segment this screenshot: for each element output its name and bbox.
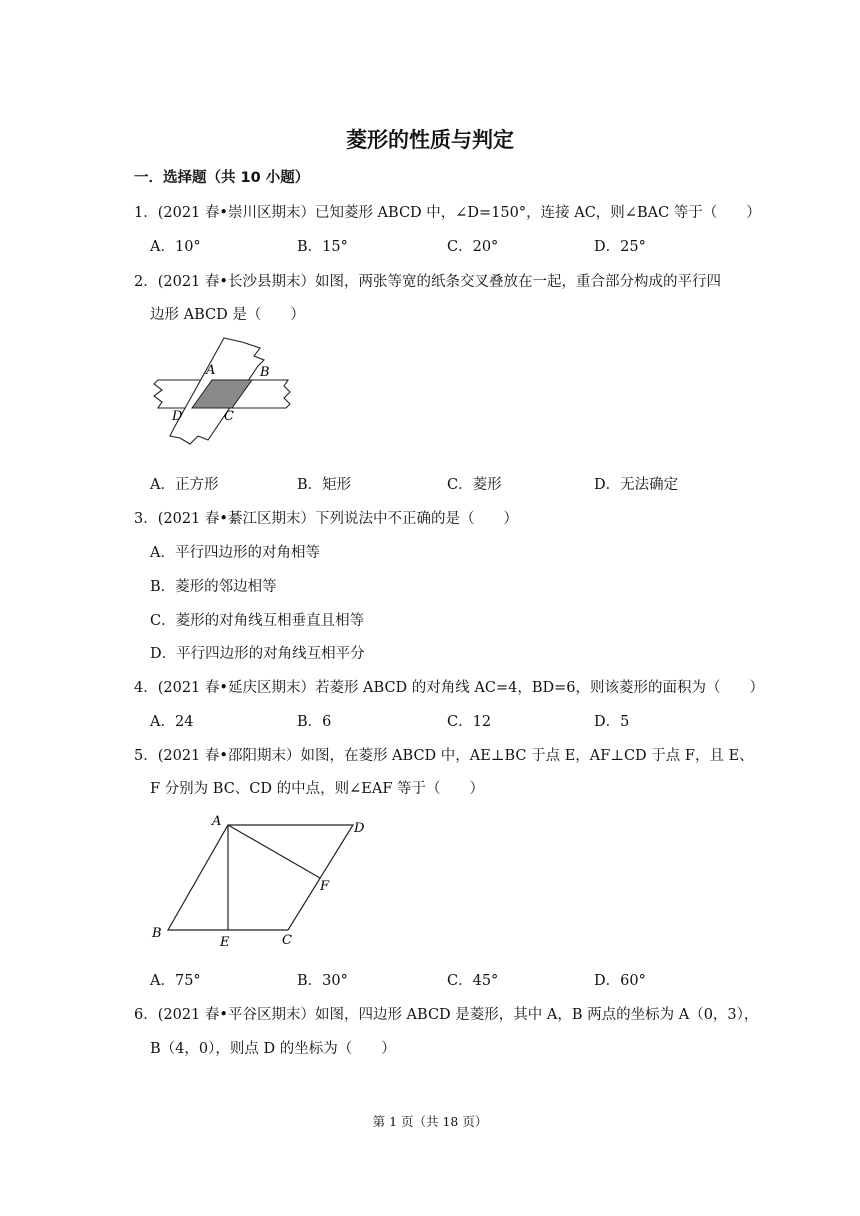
q3-option-c: C．菱形的对角线互相垂直且相等 — [150, 613, 365, 629]
fig5-label-e: E — [220, 935, 230, 950]
paper-strips-figure — [150, 336, 300, 454]
question-5-text-line1: 5．(2021 春•邵阳期末）如图，在菱形 ABCD 中，AE⊥BC 于点 E，AF⊥CD 于点 F，且 E、 — [134, 748, 754, 764]
q4-option-c: C．12 — [447, 714, 492, 730]
q2-option-b: B．矩形 — [297, 477, 352, 493]
question-1-text: 1．(2021 春•崇川区期末）已知菱形 ABCD 中，∠D=150°，连接 AC，则∠BAC 等于（ ） — [134, 205, 761, 221]
question-2-text-line2: 边形 ABCD 是（ ） — [150, 307, 305, 323]
question-4-text: 4．(2021 春•延庆区期末）若菱形 ABCD 的对角线 AC=4，BD=6，则该菱形的面积为（ ） — [134, 680, 764, 696]
page-title: 菱形的性质与判定 — [346, 128, 514, 152]
q1-option-d: D．25° — [594, 239, 646, 255]
q1-option-c: C．20° — [447, 239, 499, 255]
q1-option-b: B．15° — [297, 239, 348, 255]
fig2-label-d: D — [172, 409, 183, 424]
q4-option-b: B．6 — [297, 714, 332, 730]
q2-option-a: A．正方形 — [150, 477, 219, 493]
q2-option-c: C．菱形 — [447, 477, 502, 493]
fig5-label-c: C — [282, 933, 292, 948]
q4-option-a: A．24 — [150, 714, 194, 730]
q4-option-d: D．5 — [594, 714, 630, 730]
rhombus-figure — [148, 810, 378, 955]
page-footer: 第 1 页（共 18 页） — [372, 1114, 488, 1129]
fig5-label-b: B — [152, 926, 162, 941]
question-2-text-line1: 2．(2021 春•长沙县期末）如图，两张等宽的纸条交叉叠放在一起，重合部分构成的平行四 — [134, 274, 721, 290]
fig5-label-d: D — [354, 821, 365, 836]
question-6-text-line2: B（4，0），则点 D 的坐标为（ ） — [150, 1041, 396, 1057]
fig5-label-a: A — [212, 814, 222, 829]
fig2-label-c: C — [224, 409, 234, 424]
q2-option-d: D．无法确定 — [594, 477, 679, 493]
fig2-label-b: B — [260, 365, 270, 380]
q5-option-c: C．45° — [447, 973, 499, 989]
q5-option-b: B．30° — [297, 973, 348, 989]
section-heading: 一．选择题（共 10 小题） — [134, 170, 310, 186]
question-5-text-line2: F 分别为 BC、CD 的中点，则∠EAF 等于（ ） — [150, 781, 485, 797]
fig5-label-f: F — [320, 879, 330, 894]
q1-option-a: A．10° — [150, 239, 201, 255]
fig2-label-a: A — [206, 363, 216, 378]
q3-option-d: D．平行四边形的对角线互相平分 — [150, 646, 365, 662]
q5-option-a: A．75° — [150, 973, 201, 989]
q3-option-a: A．平行四边形的对角相等 — [150, 545, 320, 561]
question-6-text-line1: 6．(2021 春•平谷区期末）如图，四边形 ABCD 是菱形，其中 A，B 两点的坐标为 A（0，3）， — [134, 1007, 759, 1023]
q3-option-b: B．菱形的邻边相等 — [150, 579, 277, 595]
question-3-text: 3．(2021 春•綦江区期末）下列说法中不正确的是（ ） — [134, 511, 518, 527]
q5-option-d: D．60° — [594, 973, 646, 989]
